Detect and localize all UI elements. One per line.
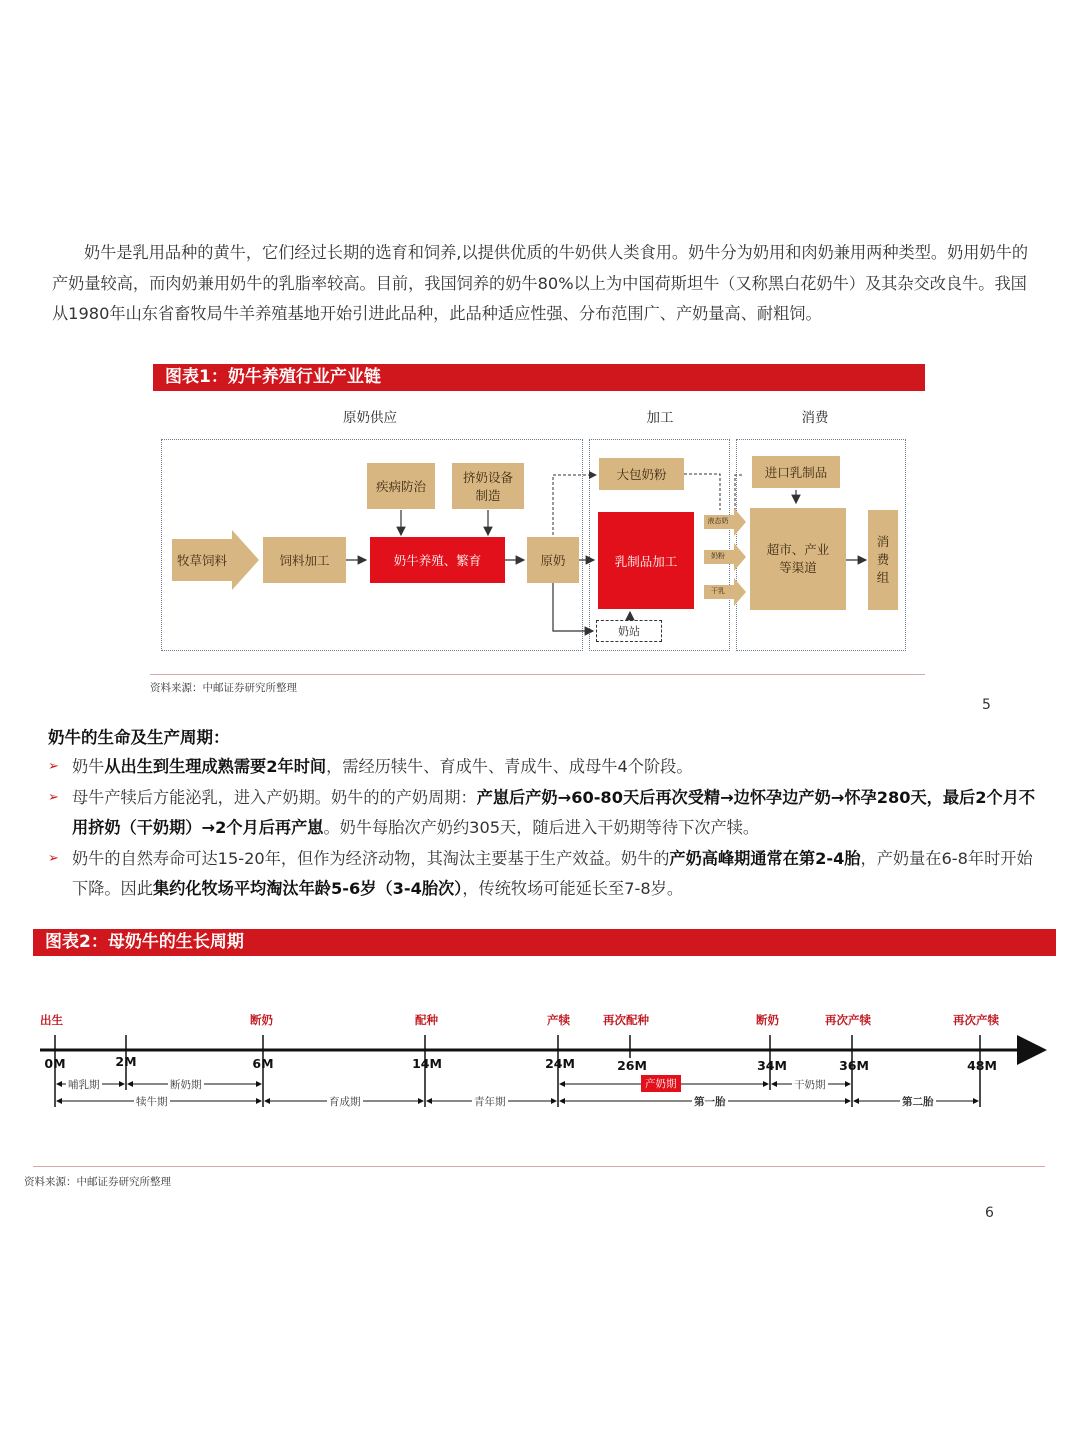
- bullet-3-bold-2: 集约化牧场平均淘汰年龄5-6岁（3-4胎次）: [152, 879, 463, 898]
- header-consumption: 消费: [801, 410, 829, 426]
- header-processing: 加工: [646, 410, 674, 426]
- event-weaning: 断奶: [250, 1013, 273, 1027]
- month-14: 14M: [412, 1056, 442, 1071]
- period-first-parity: 第一胎: [694, 1096, 726, 1108]
- month-24: 24M: [545, 1056, 575, 1071]
- month-0: 0M: [44, 1056, 66, 1071]
- month-34: 34M: [757, 1058, 787, 1073]
- figure1-source: 资料来源：中邮证券研究所整理: [150, 682, 297, 694]
- period-lactation: 产奶期: [641, 1075, 681, 1092]
- bullet-2-text-2: 。奶牛每胎次产奶约305天，随后进入干奶期等待下次产犊。: [323, 818, 760, 837]
- node-milking-equipment: 挤奶设备制造: [452, 463, 524, 509]
- bullet-3-text-2: ，产奶量在6-8年时开始下降。因此: [72, 848, 1033, 898]
- month-48: 48M: [967, 1058, 997, 1073]
- section-title: 奶牛的生命及生产周期：: [48, 728, 230, 747]
- bullet-list: [48, 752, 1048, 905]
- figure1-divider: [150, 674, 925, 675]
- event-calving: 产犊: [547, 1013, 570, 1027]
- month-26: 26M: [617, 1058, 647, 1073]
- bullet-1-bold: 从出生到生理成熟需要2年时间: [104, 757, 327, 776]
- node-station: 奶站: [596, 620, 662, 642]
- figure2-source: 资料来源：中邮证券研究所整理: [24, 1176, 171, 1188]
- event-recalving-2: 再次产犊: [953, 1013, 999, 1027]
- month-6: 6M: [252, 1056, 274, 1071]
- page-number-6: 6: [985, 1205, 994, 1221]
- period-second-parity: 第二胎: [902, 1096, 934, 1108]
- supply-chain-diagram: [0, 0, 1080, 720]
- bullet-3-text: 奶牛的自然寿命可达15-20年，但作为经济动物，其淘汰主要基于生产效益。奶牛的: [72, 848, 670, 868]
- period-calf: 犊牛期: [136, 1096, 168, 1108]
- event-remating: 再次配种: [603, 1013, 649, 1027]
- bullet-2: [48, 783, 1048, 844]
- month-36: 36M: [839, 1058, 869, 1073]
- period-dry: 干奶期: [794, 1079, 826, 1091]
- node-channels: 超市、产业等渠道: [750, 508, 846, 610]
- node-import: 进口乳制品: [752, 456, 840, 488]
- node-breeding: 奶牛养殖、繁育: [370, 537, 505, 583]
- figure2-title: 图表2：母奶牛的生长周期: [33, 929, 1056, 956]
- bullet-2-text: 母牛产犊后方能泌乳，进入产奶期。奶牛的的产奶周期：: [72, 787, 477, 807]
- event-recalving: 再次产犊: [825, 1013, 871, 1027]
- month-2: 2M: [115, 1054, 137, 1069]
- bullet-1-text: 奶牛: [72, 757, 105, 776]
- event-mating: 配种: [415, 1013, 438, 1027]
- bullet-3: [48, 844, 1048, 905]
- event-weaning-2: 断奶: [756, 1013, 779, 1027]
- figure2-divider: [33, 1166, 1045, 1167]
- product-milk-powder: 奶粉: [711, 552, 725, 560]
- product-liquid-milk: 液态奶: [707, 517, 729, 525]
- node-feed: 饲料加工: [263, 537, 346, 583]
- period-rearing: 育成期: [329, 1096, 361, 1108]
- node-disease: 疾病防治: [367, 463, 435, 509]
- figure1-title: 图表1：奶牛养殖行业产业链: [153, 364, 925, 391]
- bullet-arrow-icon: ➢: [48, 850, 59, 866]
- intro-text: 奶牛是乳用品种的黄牛，它们经过长期的选育和饲养,以提供优质的牛奶供人类食用。奶牛分为奶用和肉奶兼用两种类型。奶用奶牛的产奶量较高，而肉奶兼用奶牛的乳脂率较高。目前，我国饲养的奶牛80%以上为中国荷斯坦牛（又称黑白花奶牛）及其杂交改良牛。我国从1980年山东省畜牧局牛羊养殖基地开始引进此品种，此品种适应性强、分布范围广、产奶量高、耐粗饲。: [52, 243, 1029, 323]
- period-weaning: 断奶期: [170, 1079, 202, 1091]
- node-milk-powder: 大包奶粉: [599, 458, 684, 490]
- bullet-3-bold: 产奶高峰期通常在第2-4胎: [669, 848, 861, 868]
- node-consumer: 消费组: [868, 510, 898, 610]
- node-raw-milk: 原奶: [527, 537, 579, 583]
- page-number-5: 5: [982, 697, 991, 713]
- event-birth: 出生: [40, 1013, 63, 1027]
- node-dairy-processing: 乳制品加工: [598, 512, 694, 609]
- header-supply: 原奶供应: [343, 410, 397, 426]
- bullet-1: [48, 752, 1048, 783]
- product-dry-milk: 干乳: [711, 587, 725, 595]
- bullet-arrow-icon: ➢: [48, 759, 59, 774]
- bullet-2-bold: 产崽后产奶→60-80天后再次受精→边怀孕边产奶→怀孕280天，最后2个月不用挤奶（干奶期）→2个月后再产崽: [72, 787, 1036, 837]
- node-forage: 牧草饲料: [176, 553, 227, 568]
- bullet-1-text-2: ，需经历犊牛、育成牛、青成牛、成母牛4个阶段。: [326, 757, 693, 776]
- period-youth: 青年期: [474, 1096, 506, 1108]
- period-nursing: 哺乳期: [68, 1079, 100, 1091]
- bullet-3-text-3: ，传统牧场可能延长至7-8岁。: [462, 879, 684, 898]
- bullet-arrow-icon: ➢: [48, 789, 59, 805]
